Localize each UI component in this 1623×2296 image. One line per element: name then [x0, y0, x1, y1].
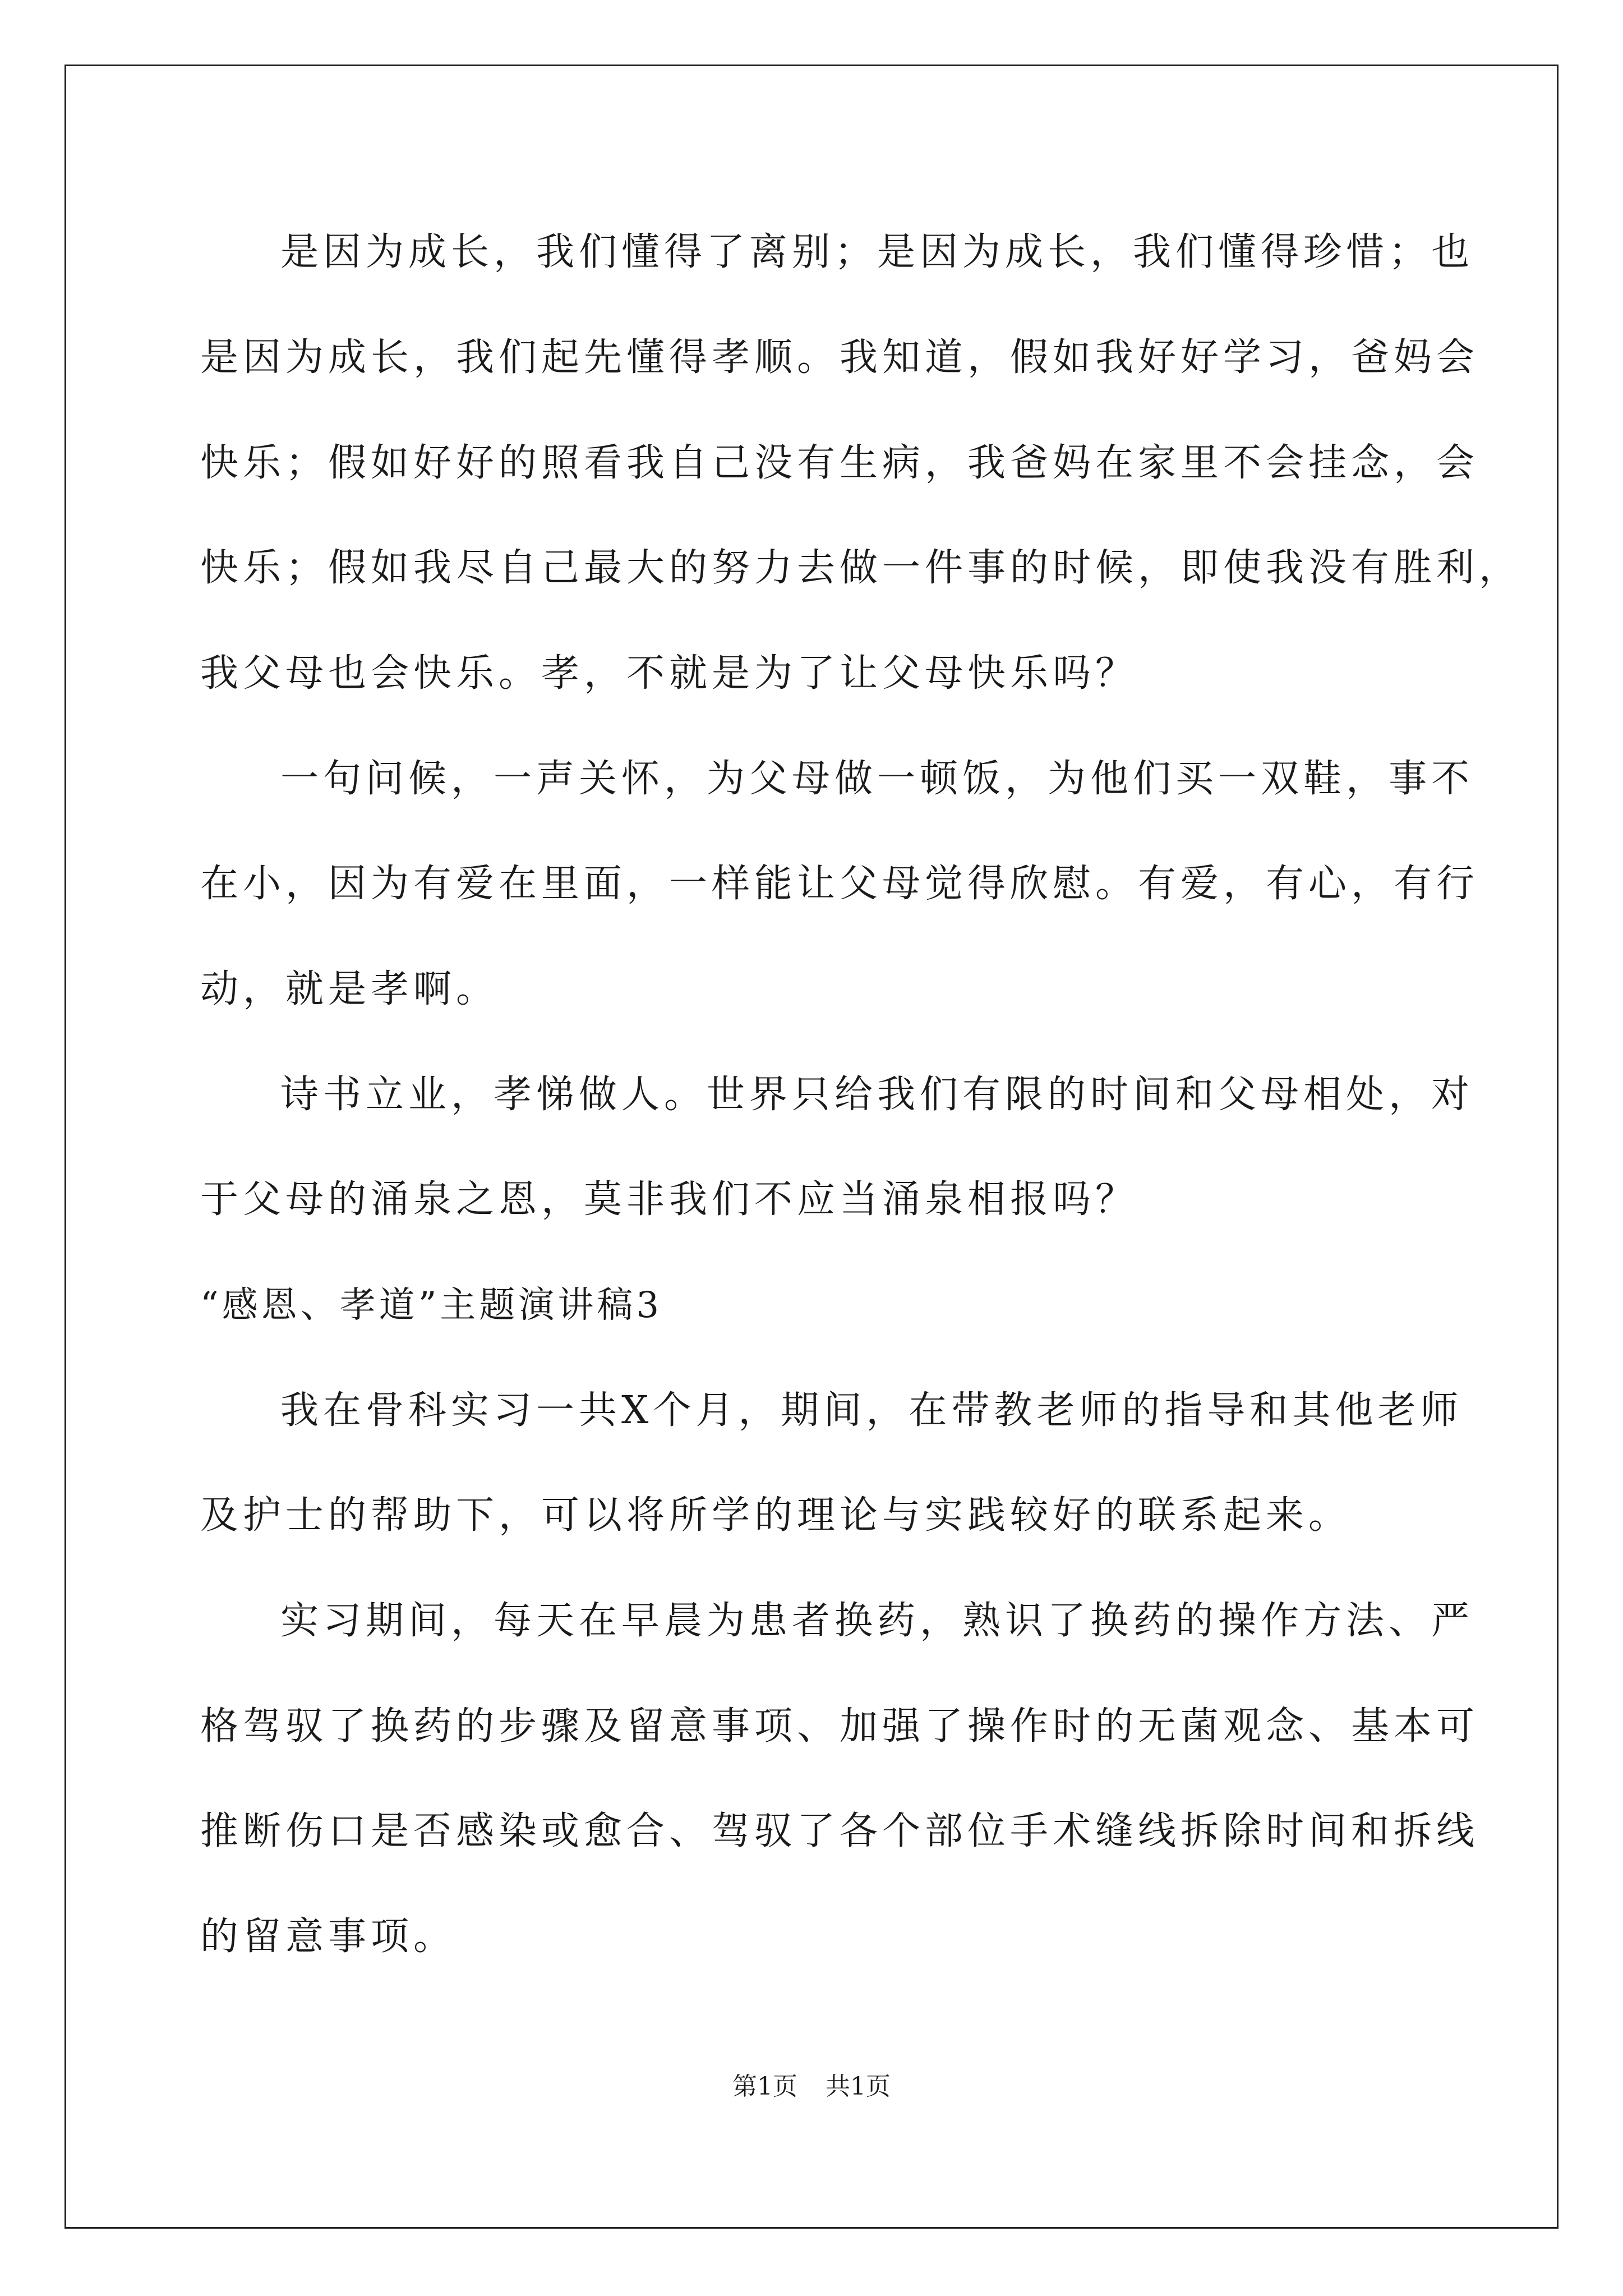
paragraph-line: 实习期间，每天在早晨为患者换药，熟识了换药的操作方法、严	[280, 1599, 1474, 1643]
page-footer	[0, 2070, 1623, 2104]
paragraph-line: 诗书立业，孝悌做人。世界只给我们有限的时间和父母相处，对	[280, 1073, 1474, 1117]
paragraph-line: 是因为成长，我们懂得了离别；是因为成长，我们懂得珍惜；也	[280, 230, 1474, 274]
paragraph-line: 我父母也会快乐。孝，不就是为了让父母快乐吗？	[200, 651, 1138, 696]
page-border	[64, 65, 1559, 2229]
page-number: 第1页	[732, 2072, 797, 2101]
page-total: 共1页	[826, 2072, 891, 2101]
paragraph-line: 及护士的帮助下，可以将所学的理论与实践较好的联系起来。	[200, 1493, 1352, 1538]
paragraph-line: 在小，因为有爱在里面，一样能让父母觉得欣慰。有爱，有心，有行	[200, 862, 1479, 906]
paragraph-line: 快乐；假如好好的照看我自己没有生病，我爸妈在家里不会挂念，会	[200, 441, 1479, 485]
paragraph-line: 于父母的涌泉之恩，莫非我们不应当涌泉相报吗？	[200, 1177, 1138, 1222]
paragraph-line: 是因为成长，我们起先懂得孝顺。我知道，假如我好好学习，爸妈会	[200, 335, 1479, 380]
paragraph-line: 推断伤口是否感染或愈合、驾驭了各个部位手术缝线拆除时间和拆线	[200, 1809, 1479, 1853]
paragraph-line: 我在骨科实习一共X个月，期间，在带教老师的指导和其他老师	[280, 1388, 1463, 1433]
paragraph-line: 一句问候，一声关怀，为父母做一顿饭，为他们买一双鞋，事不	[280, 757, 1474, 801]
paragraph-line: 快乐；假如我尽自己最大的努力去做一件事的时候，即使我没有胜利，	[200, 546, 1522, 590]
paragraph-line: 动，就是孝啊。	[200, 967, 499, 1011]
section-heading: “感恩、孝道”主题演讲稿3	[200, 1285, 663, 1326]
paragraph-line: 格驾驭了换药的步骤及留意事项、加强了操作时的无菌观念、基本可	[200, 1704, 1479, 1749]
paragraph-line: 的留意事项。	[200, 1915, 457, 1959]
